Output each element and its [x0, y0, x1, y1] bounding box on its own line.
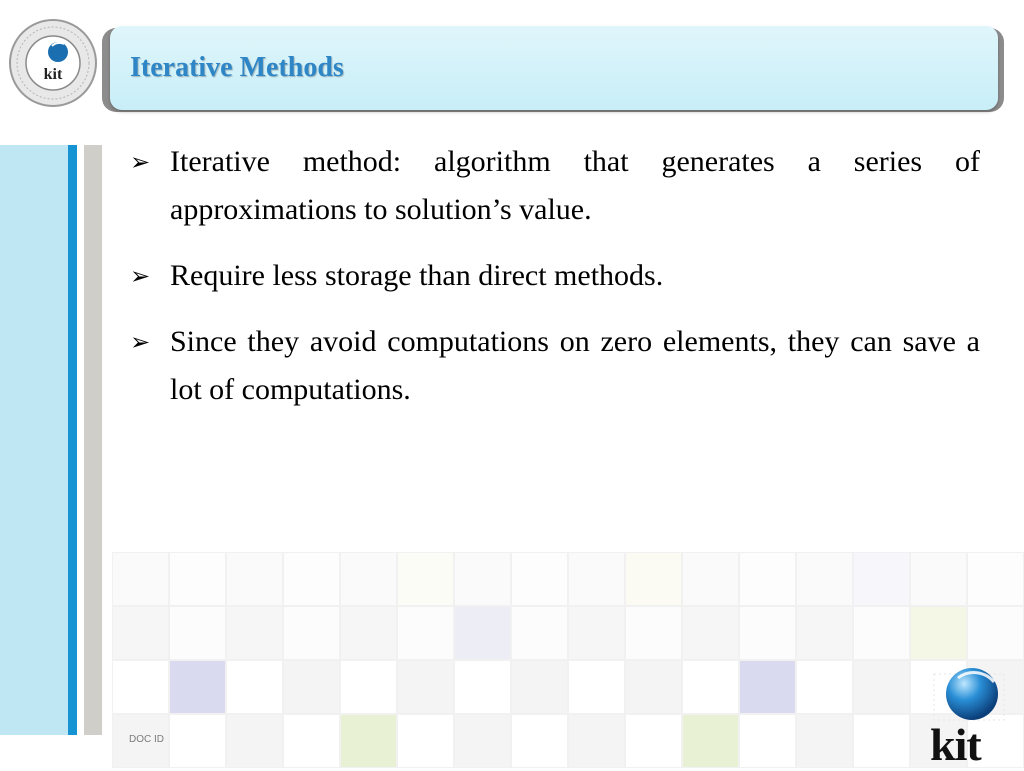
left-light-panel — [0, 145, 68, 735]
decorative-grid — [112, 552, 1024, 768]
slide-title: Iterative Methods — [130, 52, 344, 83]
arrow-bullet-icon: ➢ — [130, 328, 151, 356]
seal-kit-text: kit — [43, 66, 63, 83]
arrow-bullet-icon: ➢ — [130, 148, 151, 176]
left-blue-bar — [68, 145, 77, 735]
kit-logo — [928, 664, 1012, 770]
bullet-text: Require less storage than direct methods. — [170, 259, 664, 292]
footer-doc-id: DOC ID — [129, 734, 164, 745]
bullet-item — [130, 252, 980, 300]
bullet-list — [130, 138, 980, 432]
arrow-bullet-icon: ➢ — [130, 262, 151, 290]
bullet-item — [130, 318, 980, 414]
left-gray-bar — [84, 145, 102, 735]
institute-seal-logo — [8, 18, 98, 108]
bullet-item — [130, 138, 980, 234]
kit-logo-text: kit — [930, 719, 981, 770]
bullet-text: Since they avoid computations on zero elements, they can save a lot of computations. — [170, 325, 980, 406]
title-banner — [110, 26, 998, 110]
bullet-text: Iterative method: algorithm that generates a series of approximations to solution’s value. — [170, 145, 980, 226]
